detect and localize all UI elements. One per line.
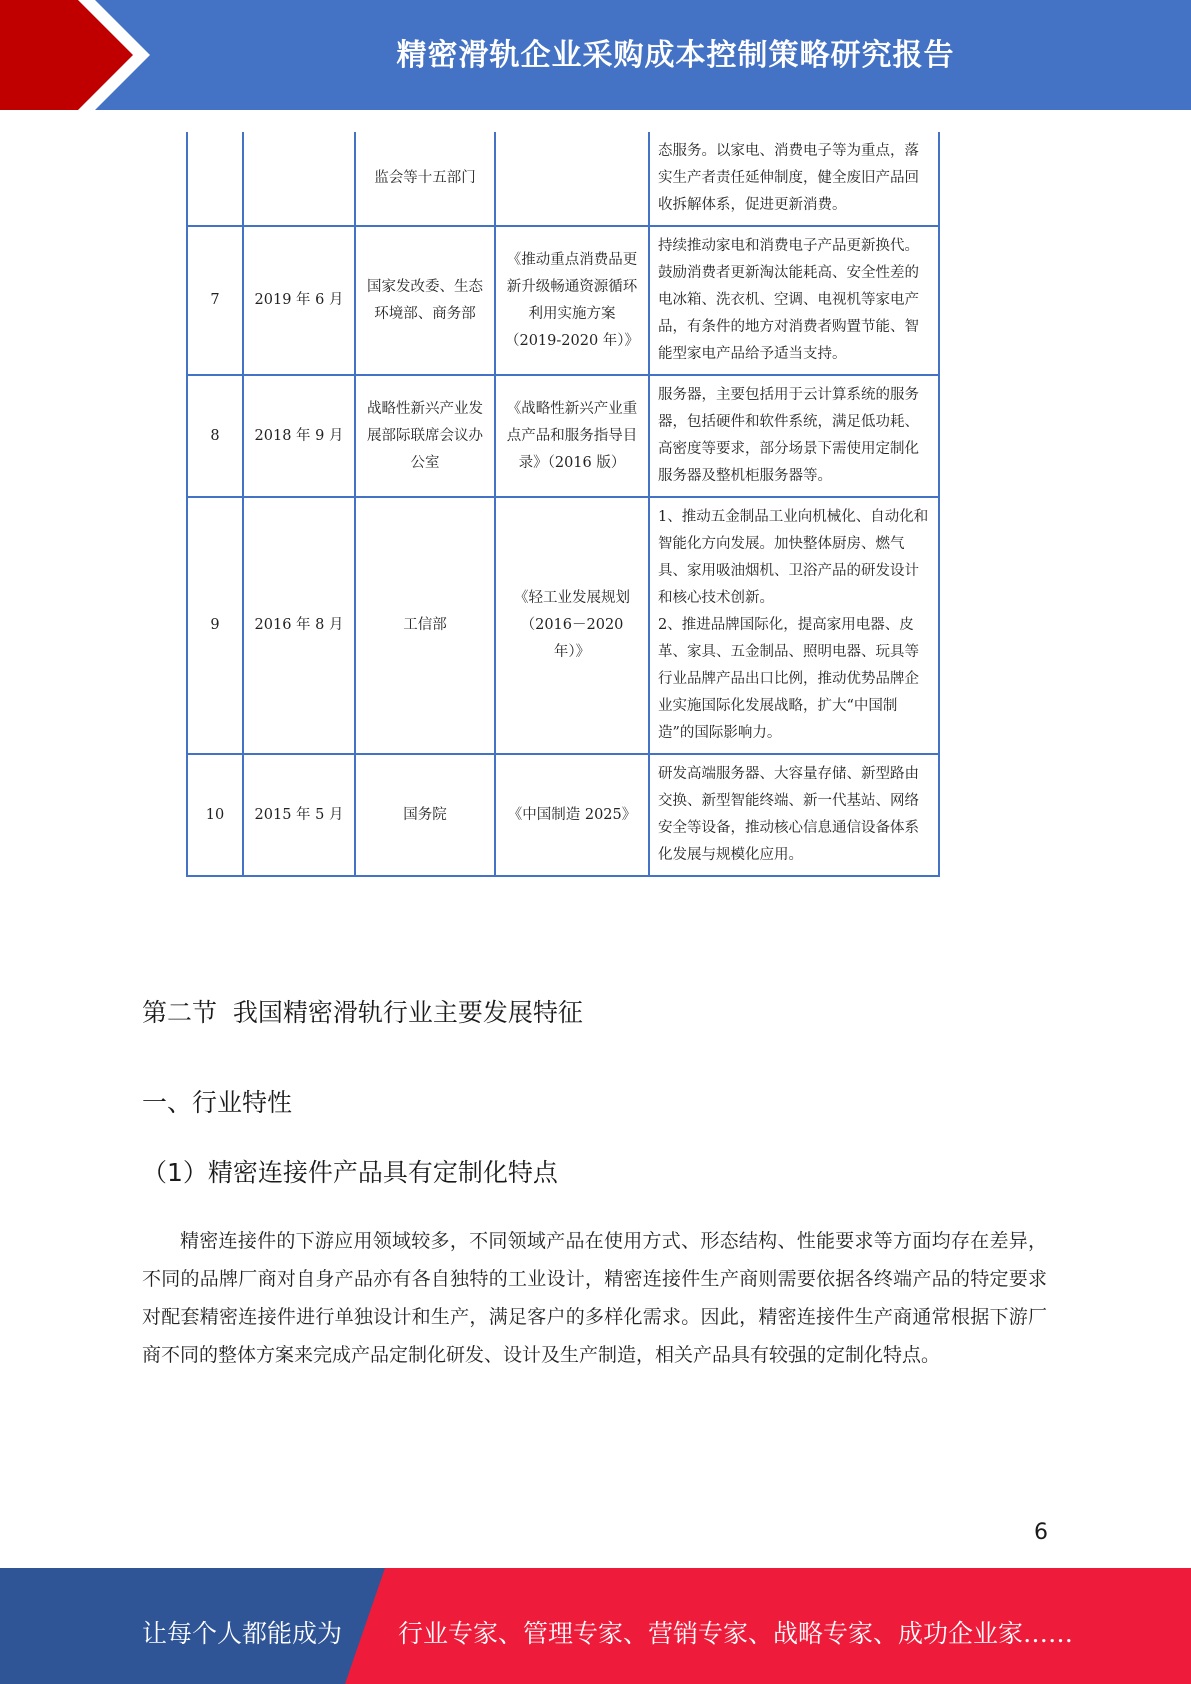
table-row — [187, 375, 939, 497]
cell-doc: 《中国制造 2025》 — [495, 754, 649, 876]
cell-date — [243, 132, 355, 226]
cell-doc: 《轻工业发展规划（2016－2020 年）》 — [495, 497, 649, 754]
cell-no: 9 — [187, 497, 243, 754]
cell-dept: 工信部 — [355, 497, 495, 754]
footer-slogan-left: 让每个人都能成为 — [142, 1619, 343, 1648]
page-header — [0, 0, 1191, 110]
cell-doc: 《推动重点消费品更新升级畅通资源循环利用实施方案（2019-2020 年）》 — [495, 226, 649, 375]
cell-date: 2015 年 5 月 — [243, 754, 355, 876]
table-row — [187, 226, 939, 375]
cell-date: 2016 年 8 月 — [243, 497, 355, 754]
cell-content: 研发高端服务器、大容量存储、新型路由交换、新型智能终端、新一代基站、网络安全等设备，推动核心信息通信设备体系化发展与规模化应用。 — [649, 754, 939, 876]
cell-dept: 国务院 — [355, 754, 495, 876]
cell-no: 8 — [187, 375, 243, 497]
header-chevron-decoration — [0, 0, 160, 110]
cell-content: 态服务。以家电、消费电子等为重点，落实生产者责任延伸制度，健全废旧产品回收拆解体系，促进更新消费。 — [649, 132, 939, 226]
cell-content: 持续推动家电和消费电子产品更新换代。鼓励消费者更新淘汰能耗高、安全性差的电冰箱、洗衣机、空调、电视机等家电产品，有条件的地方对消费者购置节能、智能型家电产品给予适当支持。 — [649, 226, 939, 375]
cell-dept: 国家发改委、生态环境部、商务部 — [355, 226, 495, 375]
subsection-heading: 一、行业特性 — [142, 1088, 293, 1117]
report-title: 精密滑轨企业采购成本控制策略研究报告 — [396, 38, 955, 73]
cell-dept: 战略性新兴产业发展部际联席会议办公室 — [355, 375, 495, 497]
table-row — [187, 754, 939, 876]
cell-date: 2019 年 6 月 — [243, 226, 355, 375]
page-number: 6 — [1034, 1520, 1048, 1545]
footer-slogan-right: 行业专家、管理专家、营销专家、战略专家、成功企业家…… — [398, 1619, 1074, 1648]
table-row — [187, 132, 939, 226]
page-footer — [0, 1568, 1191, 1684]
cell-doc — [495, 132, 649, 226]
cell-content: 1、推动五金制品工业向机械化、自动化和智能化方向发展。加快整体厨房、燃气具、家用吸油烟机、卫浴产品的研发设计和核心技术创新。 2、推进品牌国际化，提高家用电器、皮革、家具、五金制品、照明电器、玩具等行业品牌产品出口比例，推动优势品牌企业实施国际化发展战略，扩大“中国制造”的国际影响力。 — [649, 497, 939, 754]
cell-no: 7 — [187, 226, 243, 375]
cell-no — [187, 132, 243, 226]
point-heading: （1）精密连接件产品具有定制化特点 — [142, 1158, 558, 1187]
cell-dept: 监会等十五部门 — [355, 132, 495, 226]
cell-content: 服务器，主要包括用于云计算系统的服务器，包括硬件和软件系统，满足低功耗、高密度等要求，部分场景下需使用定制化服务器及整机柜服务器等。 — [649, 375, 939, 497]
cell-no: 10 — [187, 754, 243, 876]
table-row — [187, 497, 939, 754]
cell-doc: 《战略性新兴产业重点产品和服务指导目录》（2016 版） — [495, 375, 649, 497]
policy-table — [186, 132, 938, 877]
cell-date: 2018 年 9 月 — [243, 375, 355, 497]
body-paragraph: 精密连接件的下游应用领域较多，不同领域产品在使用方式、形态结构、性能要求等方面均存在差异，不同的品牌厂商对自身产品亦有各自独特的工业设计，精密连接件生产商则需要依据各终端产品的特定要求对配套精密连接件进行单独设计和生产，满足客户的多样化需求。因此，精密连接件生产商通常根据下游厂商不同的整体方案来完成产品定制化研发、设计及生产制造，相关产品具有较强的定制化特点。 — [142, 1230, 1047, 1366]
section-heading: 第二节 我国精密滑轨行业主要发展特征 — [142, 998, 583, 1027]
